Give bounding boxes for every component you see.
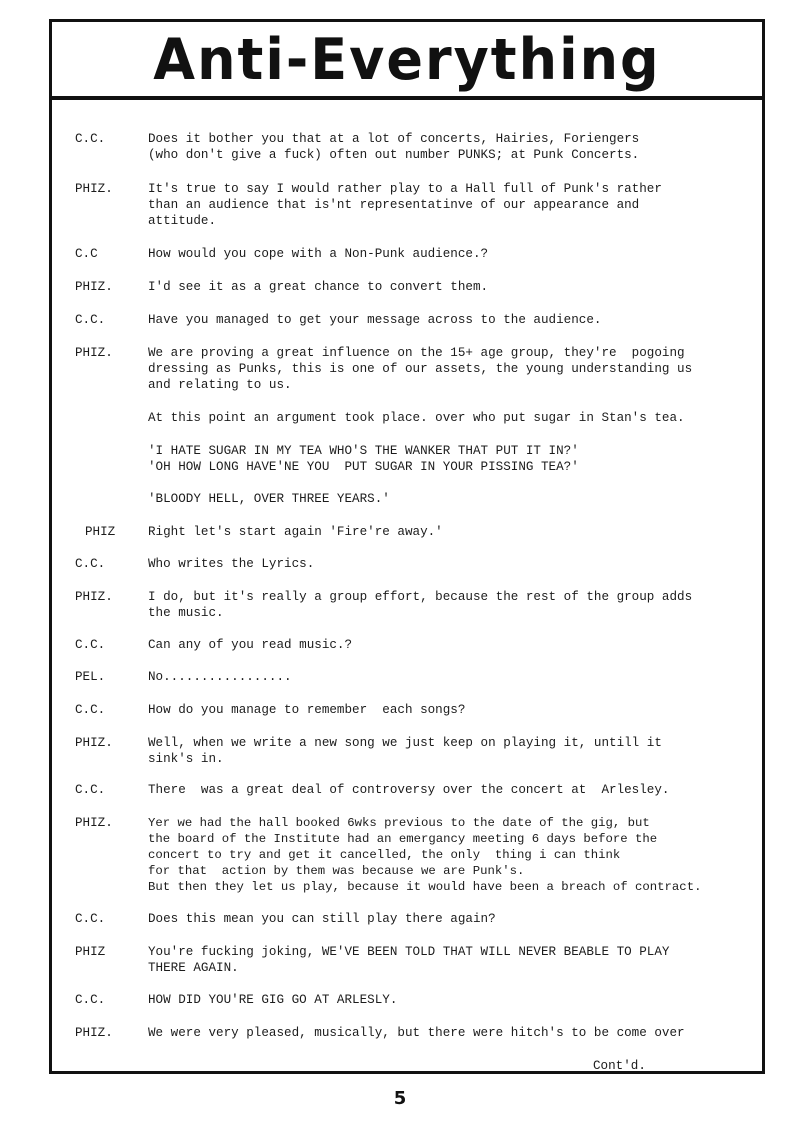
speech-text: Right let's start again 'Fire're away.'	[148, 525, 443, 539]
speaker-label: C.C.	[75, 638, 106, 652]
speaker-label: C.C.	[75, 703, 106, 717]
speech-text: How would you cope with a Non-Punk audience.?	[148, 247, 489, 261]
speaker-label: PHIZ.	[75, 590, 113, 604]
speech-text: Does this mean you can still play there again?	[148, 912, 496, 926]
speech-text: Yer we had the hall booked 6wks previous to the date of the gig, but the board of the Institute had an emergancy meeting 6 days before the concert to try and get it cancelled, the only thing i can think for that action by them was because we are Punk's. But then they let us play, because it would have been a breach of contract.	[148, 816, 702, 894]
narration-text: At this point an argument took place. over who put sugar in Stan's tea.	[148, 411, 685, 425]
quoted-dialogue-text: 'BLOODY HELL, OVER THREE YEARS.'	[148, 492, 390, 506]
speaker-label: C.C.	[75, 313, 106, 327]
speech-text: Who writes the Lyrics.	[148, 557, 315, 571]
speaker-label: PHIZ.	[75, 280, 113, 294]
speech-text: There was a great deal of controversy over the concert at Arlesley.	[148, 783, 670, 797]
speaker-label: PHIZ.	[75, 736, 113, 750]
speaker-label: C.C.	[75, 783, 106, 797]
speaker-label: C.C.	[75, 993, 106, 1007]
continued-note: Cont'd.	[593, 1059, 646, 1073]
speech-text: Well, when we write a new song we just keep on playing it, untill it sink's in.	[148, 736, 662, 766]
speech-text: Does it bother you that at a lot of concerts, Hairies, Foriengers (who don't give a fuck) often out number PUNKS; at Punk Concerts.	[148, 132, 640, 162]
speech-text: We were very pleased, musically, but there were hitch's to be come over	[148, 1026, 685, 1040]
speaker-label: PHIZ.	[75, 346, 113, 360]
speech-text: We are proving a great influence on the 15+ age group, they're pogoing dressing as Punks, this is one of our assets, the young understanding us and relating to us.	[148, 346, 693, 392]
speech-text: Have you managed to get your message across to the audience.	[148, 313, 602, 327]
speech-text: I do, but it's really a group effort, because the rest of the group adds the music.	[148, 590, 693, 620]
page-title: Anti-Everything	[153, 25, 661, 93]
speaker-label: PHIZ.	[75, 1026, 113, 1040]
speaker-label: PEL.	[75, 670, 106, 684]
speech-text: No.................	[148, 670, 292, 684]
speaker-label: C.C	[75, 247, 98, 261]
page-number: 5	[393, 1088, 407, 1109]
speech-text: I'd see it as a great chance to convert them.	[148, 280, 489, 294]
speaker-label: C.C.	[75, 912, 106, 926]
speech-text: HOW DID YOU'RE GIG GO AT ARLESLY.	[148, 993, 398, 1007]
speaker-label: C.C.	[75, 132, 106, 146]
speech-text: How do you manage to remember each songs?	[148, 703, 466, 717]
speaker-label: PHIZ.	[75, 816, 113, 830]
speaker-label: PHIZ.	[75, 182, 113, 196]
quoted-dialogue-text: 'I HATE SUGAR IN MY TEA WHO'S THE WANKER THAT PUT IT IN?' 'OH HOW LONG HAVE'NE YOU PUT SUGAR IN YOUR PISSING TEA?'	[148, 444, 579, 474]
speaker-label: PHIZ	[75, 945, 106, 959]
speaker-label: C.C.	[75, 557, 106, 571]
speaker-label: PHIZ	[85, 525, 116, 539]
speech-text: Can any of you read music.?	[148, 638, 353, 652]
speech-text: It's true to say I would rather play to a Hall full of Punk's rather than an audience that is'nt representatinve of our appearance and attitude.	[148, 182, 662, 228]
speech-text: You're fucking joking, WE'VE BEEN TOLD THAT WILL NEVER BEABLE TO PLAY THERE AGAIN.	[148, 945, 670, 975]
